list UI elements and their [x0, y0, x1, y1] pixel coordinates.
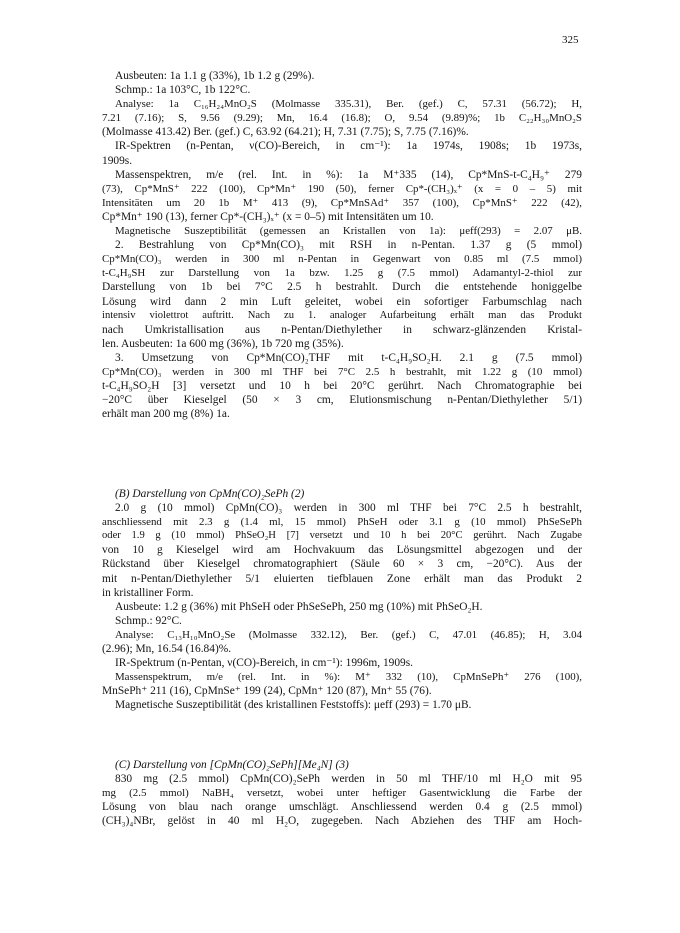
- section-a-continuation: [102, 69, 582, 421]
- ir-spectrum-line: IR-Spektrum (n-Pentan, ν(CO)-Bereich, in cm⁻¹): 1996m, 1909s.: [115, 657, 414, 670]
- section-b-paragraph-line: in kristalliner Form.: [102, 586, 194, 599]
- procedure-2-line: intensiv violettrot auftritt. Nach zu 1. analoger Aufarbeitung erhält man das Produkt: [102, 309, 582, 321]
- analysis-line: Analyse: C₁₃H₁₀MnO₂Se (Molmasse 332.12), Ber. (gef.) C, 47.01 (46.85); H, 3.04: [115, 628, 582, 641]
- yield-line: Ausbeute: 1.2 g (36%) mit PhSeH oder PhSeSePh, 250 mg (10%) mit PhSeO₂H.: [115, 600, 483, 613]
- mass-spectrum-line: Massenspektrum, m/e (rel. Int. in %): M⁺ 332 (10), CpMnSePh⁺ 276 (100),: [115, 671, 582, 684]
- mass-spectra-line: (73), Cp*MnS⁺ 222 (100), Cp*Mn⁺ 190 (50), ferner Cp*-(CH₃)ₓ⁺ (x = 0 – 5) mit: [102, 182, 582, 195]
- mass-spectra-line: Intensitäten um 20 1b M⁺ 413 (9), Cp*MnSAd⁺ 357 (100), Cp*MnS⁺ 222 (42),: [102, 196, 582, 209]
- analysis-line: (Molmasse 413.42) Ber. (gef.) C, 63.92 (64.21); H, 7.31 (7.75); S, 7.75 (7.16)%.: [102, 126, 469, 139]
- section-b-paragraph-line: von 10 g Kieselgel wird am Hochvakuum das Lösungsmittel abgezogen und der: [102, 544, 582, 557]
- section-c-paragraph-line: mg (2.5 mmol) NaBH₄ versetzt, wobei unter heftiger Gasentwicklung die Farbe der: [102, 787, 582, 800]
- procedure-2-line: len. Ausbeuten: 1a 600 mg (36%), 1b 720 mg (35%).: [102, 337, 344, 350]
- melting-point-line: Schmp.: 92°C.: [115, 614, 182, 627]
- procedure-2-line: 2. Bestrahlung von Cp*Mn(CO)₃ mit RSH in n-Pentan. 1.37 g (5 mmol): [115, 239, 582, 252]
- procedure-3-line: Cp*Mn(CO)₃ werden in 300 ml THF bei 7°C 2.5 h bestrahlt, mit 1.22 g (10 mmol): [102, 365, 582, 378]
- section-b-heading: (B) Darstellung von CpMn(CO)₂SePh (2): [115, 488, 305, 500]
- procedure-3-line: 3. Umsetzung von Cp*Mn(CO)₂THF mit t-C₄H₉SO₂H. 2.1 g (7.5 mmol): [115, 351, 582, 364]
- procedure-2-line: Lösung wird dann 2 min Luft geleitet, wobei ein sofortiger Farbumschlag nach: [102, 295, 582, 308]
- section-b-paragraph-line: oder 1.9 g (10 mmol) PhSeO₂H [7] versetzt und 10 h bei 20°C gerührt. Nach Zugabe: [102, 530, 582, 542]
- magnetic-susceptibility-line: Magnetische Suszeptibilität (gemessen an Kristallen von 1a): μeff(293) = 2.07 μB.: [115, 225, 582, 238]
- section-b-paragraph-line: anschliessend mit 2.3 g (1.4 ml, 15 mmol) PhSeH oder 3.1 g (10 mmol) PhSeSePh: [102, 516, 582, 529]
- ir-spectra-line: 1909s.: [102, 154, 133, 167]
- procedure-3-line: t-C₄H₉SO₂H [3] versetzt und 10 h bei 20°C gerührt. Nach Chromatographie bei: [102, 380, 582, 393]
- mass-spectra-line: Cp*Mn⁺ 190 (13), ferner Cp*-(CH₃)ₓ⁺ (x = 0–5) mit Intensitäten um 10.: [102, 210, 434, 223]
- page-number: 325: [562, 34, 579, 46]
- ir-spectra-line: IR-Spektren (n-Pentan, ν(CO)-Bereich, in cm⁻¹): 1a 1974s, 1908s; 1b 1973s,: [115, 140, 582, 153]
- section-b-paragraph-line: 2.0 g (10 mmol) CpMn(CO)₃ werden in 300 ml THF bei 7°C 2.5 h bestrahlt,: [115, 502, 582, 515]
- section-b: [102, 487, 582, 713]
- yield-line: Ausbeuten: 1a 1.1 g (33%), 1b 1.2 g (29%).: [115, 70, 315, 82]
- procedure-2-line: t-C₄H₉SH zur Darstellung von 1a bzw. 1.25 g (7.5 mmol) Adamantyl-2-thiol zur: [102, 267, 582, 280]
- procedure-3-line: erhält man 200 mg (8%) 1a.: [102, 408, 230, 421]
- section-c-paragraph-line: (CH₃)₄NBr, gelöst in 40 ml H₂O, zugegeben. Nach Abziehen des THF am Hoch-: [102, 815, 582, 828]
- melting-point-line: Schmp.: 1a 103°C, 1b 122°C.: [115, 84, 251, 97]
- section-c-heading: (C) Darstellung von [CpMn(CO)₂SePh][Me₄N] (3): [115, 759, 349, 771]
- analysis-line: Analyse: 1a C₁₆H₂₄MnO₂S (Molmasse 335.31), Ber. (gef.) C, 57.31 (56.72); H,: [115, 98, 582, 111]
- magnetic-susceptibility-line: Magnetische Suszeptibilität (des kristallinen Feststoffs): μeff (293) = 1.70 μB.: [115, 699, 472, 712]
- mass-spectra-line: Massenspektren, m/e (rel. Int. in %): 1a M⁺335 (14), Cp*MnS-t-C₄H₉⁺ 279: [115, 168, 582, 181]
- section-c-paragraph-line: 830 mg (2.5 mmol) CpMn(CO)₂SePh werden in 50 ml THF/10 ml H₂O mit 95: [115, 773, 582, 786]
- procedure-2-line: Cp*Mn(CO)₃ werden in 300 ml n-Pentan in Gegenwart von 0.85 ml (7.5 mmol): [102, 253, 582, 266]
- analysis-line: (2.96); Mn, 16.54 (16.84)%.: [102, 643, 232, 656]
- section-b-paragraph-line: Rückstand über Kieselgel chromatographiert (Säule 60 × 3 cm, −20°C). Aus der: [102, 558, 582, 571]
- analysis-line: 7.21 (7.16); S, 9.56 (9.29); Mn, 16.4 (16.8); O, 9.54 (9.89)%; 1b C₂₂H₃₀MnO₂S: [102, 112, 582, 125]
- procedure-2-line: nach Umkristallisation aus n-Pentan/Diethylether in schwarz-glänzenden Kristal-: [102, 323, 582, 336]
- procedure-2-line: Darstellung von 1b bei 7°C 2.5 h bestrahlt. Durch die entstehende honiggelbe: [102, 281, 582, 294]
- section-b-paragraph-line: mit n-Pentan/Diethylether 5/1 eluierten tiefblauen Zone erhält man das Produkt 2: [102, 572, 582, 585]
- section-c-paragraph-line: Lösung von blau nach orange umschlägt. Anschliessend werden 0.4 g (2.5 mmol): [102, 801, 582, 814]
- section-c: [102, 758, 582, 828]
- mass-spectrum-line: MnSePh⁺ 211 (16), CpMnSe⁺ 199 (24), CpMn⁺ 120 (87), Mn⁺ 55 (76).: [102, 685, 432, 698]
- procedure-3-line: −20°C über Kieselgel (50 × 3 cm, Elutionsmischung n-Pentan/Diethylether 5/1): [102, 394, 582, 407]
